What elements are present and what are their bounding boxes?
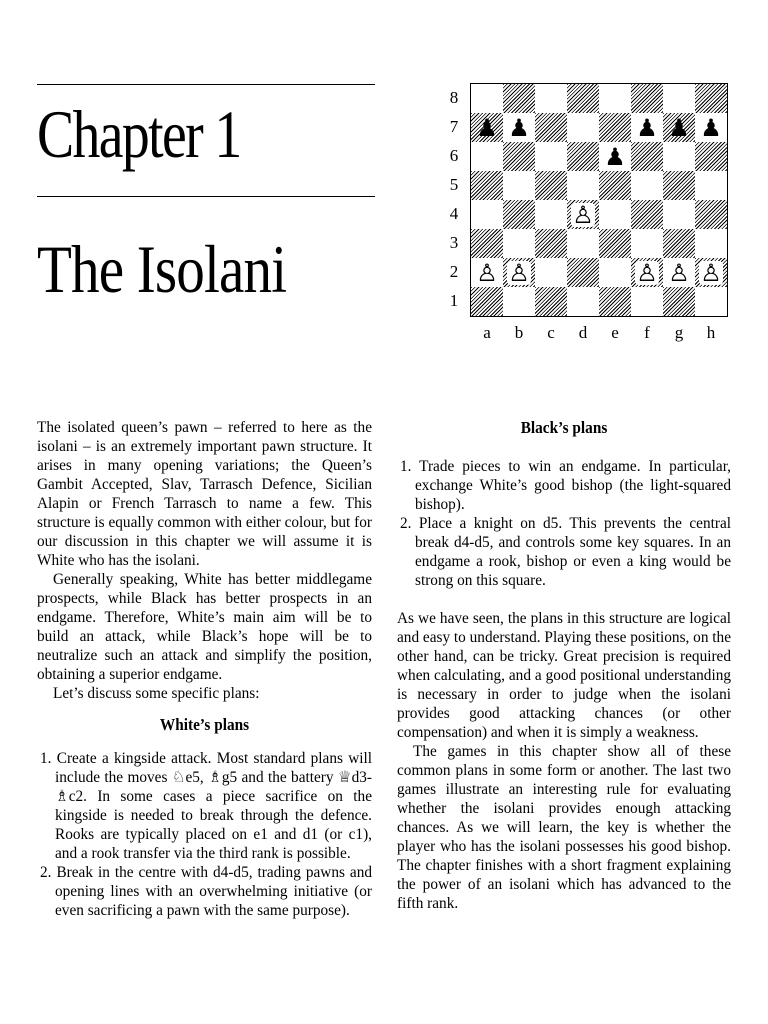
square-d4	[567, 200, 599, 229]
square-g6	[663, 142, 695, 171]
white-pawn-icon: ♙	[636, 258, 658, 287]
rank-label: 4	[449, 204, 459, 223]
white-plan-2: 2. Break in the centre with d4-d5, trading pawns and opening lines with an overwhelming initiative (or even sacrificing a pawn with the same purpose).	[40, 864, 372, 919]
square-c8	[535, 84, 567, 113]
square-e2	[599, 258, 631, 287]
file-label: b	[514, 323, 524, 342]
top-rule	[37, 84, 375, 85]
intro-paragraph-2: Generally speaking, White has better middlegame prospects, while Black has better prospects in an endgame. Therefore, White’s main aim will be to build an attack, while Black’s hope will be to neutralize such an attack and simplify the position, obtaining a superior endgame.	[37, 571, 372, 683]
square-e3	[599, 229, 631, 258]
square-b8	[503, 84, 535, 113]
white-pawn-icon: ♙	[508, 258, 530, 287]
black-pawn-icon: ♟	[636, 113, 658, 142]
file-label: a	[483, 323, 491, 342]
file-label: d	[578, 323, 588, 342]
rank-label: 8	[449, 88, 459, 107]
square-d2	[567, 258, 599, 287]
left-column	[37, 418, 372, 920]
square-b1	[503, 287, 535, 316]
square-h6	[695, 142, 727, 171]
square-h3	[695, 229, 727, 258]
square-c5	[535, 171, 567, 200]
summary-paragraph-2: The games in this chapter show all of these common plans in some form or another. The last two games illustrate an interesting rule for evaluating whether the isolani provides enough attacking chances. As we will learn, the key is whether the player who has the isolani possesses his good bishop. The chapter finishes with a short fragment explaining the power of an isolani which has advanced to the fifth rank.	[397, 743, 731, 912]
square-b4	[503, 200, 535, 229]
square-g5	[663, 171, 695, 200]
square-e4	[599, 200, 631, 229]
summary-paragraph-1: As we have seen, the plans in this structure are logical and easy to understand. Playing these positions, on the other hand, can be tricky. Great precision is required when calculating, and a good positional understanding is necessary in order to judge when the isolani provides good attacking chances (or other compensation) and when it is simply a weakness.	[397, 610, 731, 741]
white-pawn-icon: ♙	[700, 258, 722, 287]
square-e8	[599, 84, 631, 113]
square-g7	[663, 113, 695, 142]
rank-label: 5	[449, 175, 459, 194]
rank-label: 2	[449, 262, 459, 281]
square-h5	[695, 171, 727, 200]
square-g3	[663, 229, 695, 258]
square-b2	[503, 258, 535, 287]
square-a1	[471, 287, 503, 316]
file-label: f	[644, 323, 650, 342]
black-pawn-icon: ♟	[508, 113, 530, 142]
chess-board	[470, 83, 728, 317]
square-g4	[663, 200, 695, 229]
rank-label: 7	[449, 117, 459, 136]
square-b3	[503, 229, 535, 258]
square-a6	[471, 142, 503, 171]
file-label: h	[706, 323, 716, 342]
square-a5	[471, 171, 503, 200]
square-f8	[631, 84, 663, 113]
square-b6	[503, 142, 535, 171]
square-h8	[695, 84, 727, 113]
square-f3	[631, 229, 663, 258]
white-plan-1: 1. Create a kingside attack. Most standard plans will include the moves ♘e5, ♗g5 and the battery ♕d3-♗c2. In some cases a piece sacrifice on the kingside is needed to break through the defence. Rooks are typically placed on e1 and d1 (or c1), and a rook transfer via the third rank is possible.	[40, 750, 372, 862]
square-b7	[503, 113, 535, 142]
black-pawn-icon: ♟	[700, 113, 722, 142]
intro-paragraph-1: The isolated queen’s pawn – referred to here as the isolani – is an extremely important pawn structure. It arises in many opening variations; the Queen’s Gambit Accepted, Slav, Tarrasch Defence, Sicilian Alapin or French Tarrasch to name a few. This structure is equally common with either colour, but for our discussion in this chapter we will assume it is White who has the isolani.	[37, 419, 372, 569]
square-c6	[535, 142, 567, 171]
square-f2	[631, 258, 663, 287]
chapter-number: Chapter 1	[37, 96, 241, 172]
square-d7	[567, 113, 599, 142]
black-plans-list	[397, 457, 731, 590]
square-h1	[695, 287, 727, 316]
square-f4	[631, 200, 663, 229]
square-f7	[631, 113, 663, 142]
white-plans-list	[37, 749, 372, 920]
square-b5	[503, 171, 535, 200]
square-a2	[471, 258, 503, 287]
black-plan-2: 2. Place a knight on d5. This prevents the central break d4-d5, and controls some key squares. In an endgame a rook, bishop or even a king would be strong on this square.	[400, 515, 731, 589]
square-d1	[567, 287, 599, 316]
square-h7	[695, 113, 727, 142]
rank-label: 3	[449, 233, 459, 252]
square-g8	[663, 84, 695, 113]
black-pawn-icon: ♟	[476, 113, 498, 142]
white-pawn-icon: ♙	[476, 258, 498, 287]
rank-label: 6	[449, 146, 459, 165]
square-a8	[471, 84, 503, 113]
middle-rule	[37, 196, 375, 197]
file-label: c	[547, 323, 555, 342]
square-c2	[535, 258, 567, 287]
black-pawn-icon: ♟	[604, 142, 626, 171]
square-d8	[567, 84, 599, 113]
square-c4	[535, 200, 567, 229]
square-f5	[631, 171, 663, 200]
file-label: e	[611, 323, 619, 342]
black-plan-1: 1. Trade pieces to win an endgame. In particular, exchange White’s good bishop (the light-squared bishop).	[400, 458, 731, 513]
white-plans-heading: White’s plans	[159, 715, 250, 734]
white-pawn-icon: ♙	[668, 258, 690, 287]
square-e6	[599, 142, 631, 171]
square-g1	[663, 287, 695, 316]
square-f6	[631, 142, 663, 171]
square-c3	[535, 229, 567, 258]
square-h4	[695, 200, 727, 229]
intro-paragraph-3: Let’s discuss some specific plans:	[53, 685, 260, 702]
rank-label: 1	[449, 291, 459, 310]
square-h2	[695, 258, 727, 287]
square-c7	[535, 113, 567, 142]
chapter-title: The Isolani	[37, 231, 287, 307]
square-d6	[567, 142, 599, 171]
square-a7	[471, 113, 503, 142]
square-c1	[535, 287, 567, 316]
square-a3	[471, 229, 503, 258]
square-d5	[567, 171, 599, 200]
white-pawn-icon: ♙	[572, 200, 594, 229]
square-e5	[599, 171, 631, 200]
square-e7	[599, 113, 631, 142]
square-f1	[631, 287, 663, 316]
black-pawn-icon: ♟	[668, 113, 690, 142]
right-column	[397, 418, 731, 913]
square-e1	[599, 287, 631, 316]
file-label: g	[674, 323, 684, 342]
square-a4	[471, 200, 503, 229]
black-plans-heading: Black’s plans	[520, 418, 608, 437]
square-d3	[567, 229, 599, 258]
square-g2	[663, 258, 695, 287]
